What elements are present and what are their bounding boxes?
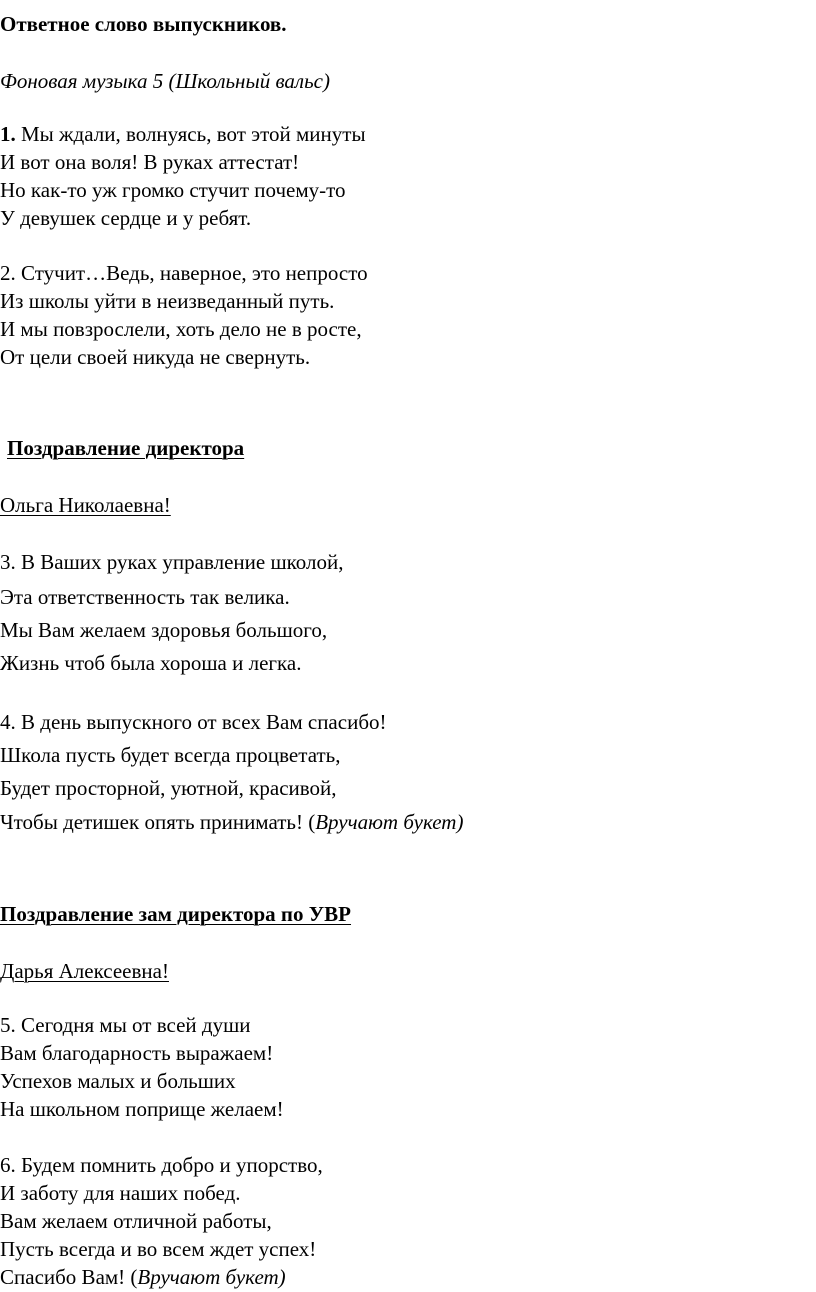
verse-6-line-5-text: Спасибо Вам! ( <box>0 1265 138 1289</box>
verse-2-line-3: И мы повзрослели, хоть дело не в росте, <box>0 317 362 341</box>
verse-5-line-1: 5. Сегодня мы от всей души <box>0 1013 251 1037</box>
verse-1-line-2: И вот она воля! В руках аттестат! <box>0 150 300 174</box>
verse-3-line-1: 3. В Ваших руках управление школой, <box>0 550 344 574</box>
verse-6-line-4: Пусть всегда и во всем ждет успех! <box>0 1237 317 1261</box>
document-title: Ответное слово выпускников. <box>0 12 287 36</box>
verse-3-line-3: Мы Вам желаем здоровья большого, <box>0 618 328 642</box>
verse-5-line-2: Вам благодарность выражаем! <box>0 1041 274 1065</box>
verse-6-line-2: И заботу для наших побед. <box>0 1181 241 1205</box>
verse-5-line-4: На школьном поприще желаем! <box>0 1097 284 1121</box>
verse-4-line-2: Школа пусть будет всегда процветать, <box>0 743 341 767</box>
verse-6-stage-note: Вручают букет) <box>137 1265 286 1289</box>
verse-1-number: 1. <box>0 122 16 146</box>
verse-2-line-1: 2. Стучит…Ведь, наверное, это непросто <box>0 261 368 285</box>
verse-2-line-2: Из школы уйти в неизведанный путь. <box>0 289 335 313</box>
verse-4-line-1: 4. В день выпускного от всех Вам спасибо! <box>0 710 387 734</box>
verse-1-line-1 <box>0 124 366 145</box>
verse-6-line-3: Вам желаем отличной работы, <box>0 1209 272 1233</box>
verse-4-line-3: Будет просторной, уютной, красивой, <box>0 776 337 800</box>
deputy-addressee: Дарья Алексеевна! <box>0 959 169 983</box>
verse-3-line-2: Эта ответственность так велика. <box>0 585 290 609</box>
verse-4-line-4-text: Чтобы детишек опять принимать! ( <box>0 810 316 834</box>
verse-1-line-1-text: Мы ждали, волнуясь, вот этой минуты <box>21 122 366 146</box>
deputy-heading: Поздравление зам директора по УВР <box>0 902 352 926</box>
verse-6-line-5 <box>0 1267 286 1288</box>
verse-5-line-3: Успехов малых и больших <box>0 1069 236 1093</box>
director-addressee: Ольга Николаевна! <box>0 493 171 517</box>
verse-1-line-4: У девушек сердце и у ребят. <box>0 206 252 230</box>
verse-6-line-1: 6. Будем помнить добро и упорство, <box>0 1153 323 1177</box>
verse-4-stage-note: Вручают букет) <box>315 810 464 834</box>
verse-1-line-3: Но как-то уж громко стучит почему-то <box>0 178 346 202</box>
director-heading: Поздравление директора <box>7 436 245 460</box>
music-note: Фоновая музыка 5 (Школьный вальс) <box>0 69 330 93</box>
verse-4-line-4 <box>0 812 463 833</box>
verse-3-line-4: Жизнь чтоб была хороша и легка. <box>0 651 302 675</box>
verse-2-line-4: От цели своей никуда не свернуть. <box>0 345 311 369</box>
